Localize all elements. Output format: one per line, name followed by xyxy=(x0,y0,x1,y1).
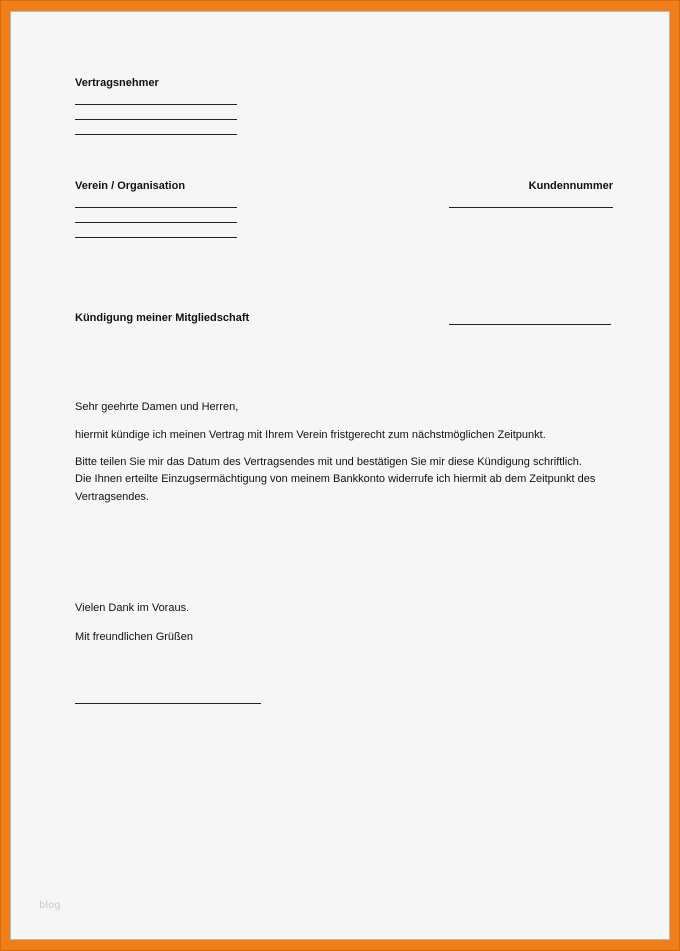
watermark-text: blog xyxy=(39,900,61,911)
recipient-line-2[interactable] xyxy=(75,222,237,223)
subject-line: Kündigung meiner Mitgliedschaft xyxy=(75,312,250,324)
recipient-line-3[interactable] xyxy=(75,237,237,238)
date-line[interactable] xyxy=(449,324,611,325)
body-paragraph-2-line-2: Die Ihnen erteilte Einzugsermächtigung von meinem Bankkonto widerrufe ich hiermit ab dem Zeitpunkt des xyxy=(75,473,596,485)
sender-line-3[interactable] xyxy=(75,134,237,135)
sender-heading: Vertragsnehmer xyxy=(75,77,159,89)
signature-line[interactable] xyxy=(75,703,261,704)
recipient-line-1[interactable] xyxy=(75,207,237,208)
customer-number-label: Kundennummer xyxy=(528,180,613,192)
customer-number-line[interactable] xyxy=(449,207,613,208)
body-paragraph-1: hiermit kündige ich meinen Vertrag mit Ihrem Verein fristgerecht zum nächstmöglichen Zeitpunkt. xyxy=(75,429,546,441)
salutation: Sehr geehrte Damen und Herren, xyxy=(75,401,239,413)
recipient-heading: Verein / Organisation xyxy=(75,180,186,192)
body-paragraph-2-line-1: Bitte teilen Sie mir das Datum des Vertragsendes mit und bestätigen Sie mir diese Kündigung schriftlich. xyxy=(75,456,582,468)
sender-line-1[interactable] xyxy=(75,104,237,105)
sender-line-2[interactable] xyxy=(75,119,237,120)
closing-thanks: Vielen Dank im Voraus. xyxy=(75,602,190,614)
closing-regards: Mit freundlichen Grüßen xyxy=(75,631,193,643)
body-paragraph-2-line-3: Vertragsendes. xyxy=(75,491,149,503)
